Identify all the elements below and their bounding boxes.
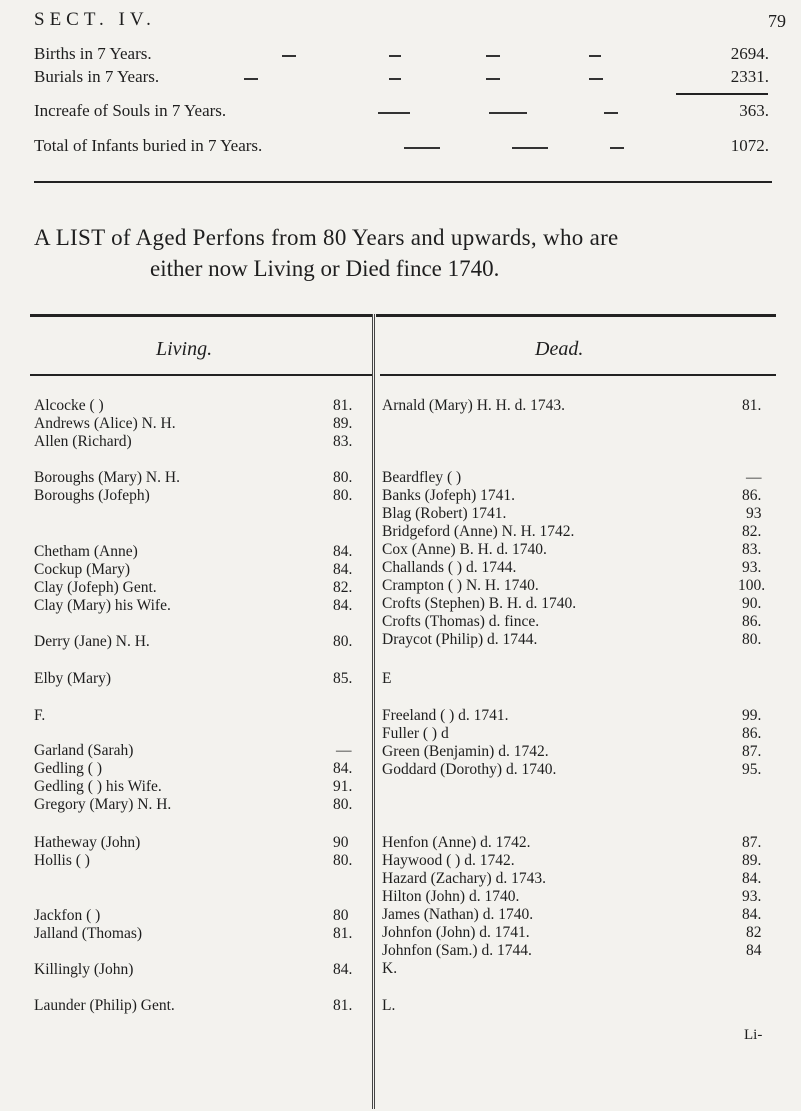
living-entry-name: Derry (Jane) N. H.: [34, 633, 150, 650]
living-letter-heading: F.: [34, 707, 46, 724]
dead-entry-age: 93.: [742, 888, 762, 905]
column-divider: [374, 314, 375, 1109]
summary-label: Burials in 7 Years.: [34, 67, 160, 86]
dead-entry-name: Challands ( ) d. 1744.: [382, 559, 517, 576]
leader-dash: [489, 112, 527, 114]
dead-entry-name: Blag (Robert) 1741.: [382, 505, 507, 522]
dead-entry-age: 81.: [742, 397, 762, 414]
living-entry-age: 89.: [333, 415, 353, 432]
living-entry-age: 84.: [333, 561, 353, 578]
summary-label: Total of Infants buried in 7 Years.: [34, 136, 263, 155]
living-entry-age: 81.: [333, 925, 353, 942]
living-column-heading: Living.: [156, 338, 213, 360]
living-head-rule: [30, 314, 372, 317]
living-entry-name: Hollis ( ): [34, 852, 90, 869]
living-entry-name: Cockup (Mary): [34, 561, 130, 578]
dead-entry-age: 84.: [742, 906, 762, 923]
summary-row-infants: [34, 136, 769, 162]
living-entry-age: 84.: [333, 597, 353, 614]
leader-dash: [404, 147, 440, 149]
living-entry-age: 82.: [333, 579, 353, 596]
summary-value: 2331.: [730, 67, 769, 86]
dead-entry-name: Cox (Anne) B. H. d. 1740.: [382, 541, 547, 558]
list-title-line2: either now Living or Died fince 1740.: [150, 256, 500, 281]
living-entry-name: Launder (Philip) Gent.: [34, 997, 175, 1014]
living-entry-age: 80.: [333, 796, 353, 813]
living-entry-name: Allen (Richard): [34, 433, 132, 450]
dead-entry-age: 93.: [742, 559, 762, 576]
dead-entry-age: 83.: [742, 541, 762, 558]
living-entry-name: Clay (Mary) his Wife.: [34, 597, 171, 614]
dead-entry-name: Fuller ( ) d: [382, 725, 449, 742]
living-entry-age: 84.: [333, 543, 353, 560]
leader-dash: [589, 78, 603, 80]
leader-dash: [282, 55, 296, 57]
living-entry-name: Jackfon ( ): [34, 907, 101, 924]
dead-subhead-rule: [380, 374, 776, 376]
leader-dash: [244, 78, 258, 80]
dead-entry-age: 82.: [742, 523, 762, 540]
dead-letter-heading: K.: [382, 960, 398, 977]
dead-entry-name: Crampton ( ) N. H. 1740.: [382, 577, 539, 594]
dead-entry-age: 100.: [738, 577, 766, 594]
dead-entry-name: Crofts (Stephen) B. H. d. 1740.: [382, 595, 577, 612]
summary-value: 1072.: [730, 136, 769, 155]
dead-entry-age: 95.: [742, 761, 762, 778]
dead-entry-age: —: [746, 469, 762, 486]
living-entry-age: 80.: [333, 633, 353, 650]
dead-entry-age: 84.: [742, 870, 762, 887]
leader-dash: [486, 55, 500, 57]
living-entry-name: Garland (Sarah): [34, 742, 134, 759]
dead-entry-name: Arnald (Mary) H. H. d. 1743.: [382, 397, 565, 414]
dead-entry-name: Hazard (Zachary) d. 1743.: [382, 870, 546, 887]
leader-dash: [589, 55, 601, 57]
dead-entry-name: Banks (Jofeph) 1741.: [382, 487, 516, 504]
living-entry-age: 83.: [333, 433, 353, 450]
dead-entry-name: Henfon (Anne) d. 1742.: [382, 834, 531, 851]
dead-entry-name: Draycot (Philip) d. 1744.: [382, 631, 538, 648]
sum-rule: [676, 93, 768, 95]
living-entry-name: Jalland (Thomas): [34, 925, 143, 942]
living-entry-age: 85.: [333, 670, 353, 687]
living-subhead-rule: [30, 374, 372, 376]
summary-row-increase: [34, 101, 769, 127]
living-entry-name: Hatheway (John): [34, 834, 141, 851]
dead-entry-age: 82: [746, 924, 762, 941]
living-entry-name: Elby (Mary): [34, 670, 112, 687]
living-entry-age: 91.: [333, 778, 353, 795]
dead-column-heading: Dead.: [535, 338, 584, 360]
living-entry-age: 80.: [333, 469, 353, 486]
leader-dash: [389, 78, 401, 80]
living-entry-name: Boroughs (Jofeph): [34, 487, 150, 504]
living-entry-age: 84.: [333, 760, 353, 777]
dead-entry-name: Bridgeford (Anne) N. H. 1742.: [382, 523, 575, 540]
leader-dash: [486, 78, 500, 80]
dead-entry-age: 86.: [742, 725, 762, 742]
living-entry-age: —: [336, 742, 352, 759]
dead-entry-age: 89.: [742, 852, 762, 869]
dead-entry-age: 99.: [742, 707, 762, 724]
dead-entry-name: Freeland ( ) d. 1741.: [382, 707, 509, 724]
living-entry-name: Boroughs (Mary) N. H.: [34, 469, 180, 486]
summary-label: Births in 7 Years.: [34, 44, 152, 63]
dead-entry-age: 80.: [742, 631, 762, 648]
dead-entry-name: Green (Benjamin) d. 1742.: [382, 743, 549, 760]
living-entry-name: Alcocke ( ): [34, 397, 104, 414]
summary-label: Increafe of Souls in 7 Years.: [34, 101, 227, 120]
dead-entry-name: Johnfon (Sam.) d. 1744.: [382, 942, 532, 959]
dead-entry-name: Goddard (Dorothy) d. 1740.: [382, 761, 557, 778]
living-entry-name: Killingly (John): [34, 961, 134, 978]
list-title-line1: A LIST of Aged Perfons from 80 Years and upwards, who are: [34, 225, 619, 250]
dead-entry-age: 90.: [742, 595, 762, 612]
dead-entry-name: Haywood ( ) d. 1742.: [382, 852, 515, 869]
living-entry-age: 80.: [333, 487, 353, 504]
summary-row-burials: [34, 67, 769, 93]
living-entry-name: Clay (Jofeph) Gent.: [34, 579, 157, 596]
catchword: Li-: [744, 1027, 763, 1043]
page-number: 79: [768, 11, 786, 31]
column-divider: [372, 314, 373, 1109]
dead-entry-name: Beardfley ( ): [382, 469, 462, 486]
dead-entry-name: Johnfon (John) d. 1741.: [382, 924, 530, 941]
summary-value: 2694.: [730, 44, 769, 63]
living-entry-age: 81.: [333, 397, 353, 414]
section-heading: SECT. IV.: [34, 9, 156, 30]
dead-entry-age: 93: [746, 505, 762, 522]
summary-value: 363.: [739, 101, 769, 120]
leader-dash: [389, 55, 401, 57]
living-entry-age: 84.: [333, 961, 353, 978]
living-entry-age: 81.: [333, 997, 353, 1014]
leader-dash: [604, 112, 618, 114]
section-rule: [34, 181, 772, 183]
dead-entry-name: Hilton (John) d. 1740.: [382, 888, 520, 905]
dead-entry-age: 87.: [742, 743, 762, 760]
living-entry-name: Gedling ( ) his Wife.: [34, 778, 162, 795]
living-entry-age: 80.: [333, 852, 353, 869]
dead-entry-age: 87.: [742, 834, 762, 851]
living-entry-name: Chetham (Anne): [34, 543, 138, 560]
leader-dash: [512, 147, 548, 149]
living-entry-age: 90: [333, 834, 349, 851]
leader-dash: [610, 147, 624, 149]
living-entry-name: Andrews (Alice) N. H.: [34, 415, 176, 432]
living-entry-age: 80: [333, 907, 349, 924]
living-entry-name: Gregory (Mary) N. H.: [34, 796, 172, 813]
living-entry-name: Gedling ( ): [34, 760, 103, 777]
dead-entry-age: 86.: [742, 487, 762, 504]
leader-dash: [378, 112, 410, 114]
dead-head-rule: [376, 314, 776, 317]
dead-letter-heading: L.: [382, 997, 396, 1014]
dead-entry-age: 84: [746, 942, 762, 959]
dead-entry-age: 86.: [742, 613, 762, 630]
dead-entry-name: James (Nathan) d. 1740.: [382, 906, 534, 923]
dead-letter-heading: E: [382, 670, 392, 687]
dead-entry-name: Crofts (Thomas) d. fince.: [382, 613, 540, 630]
